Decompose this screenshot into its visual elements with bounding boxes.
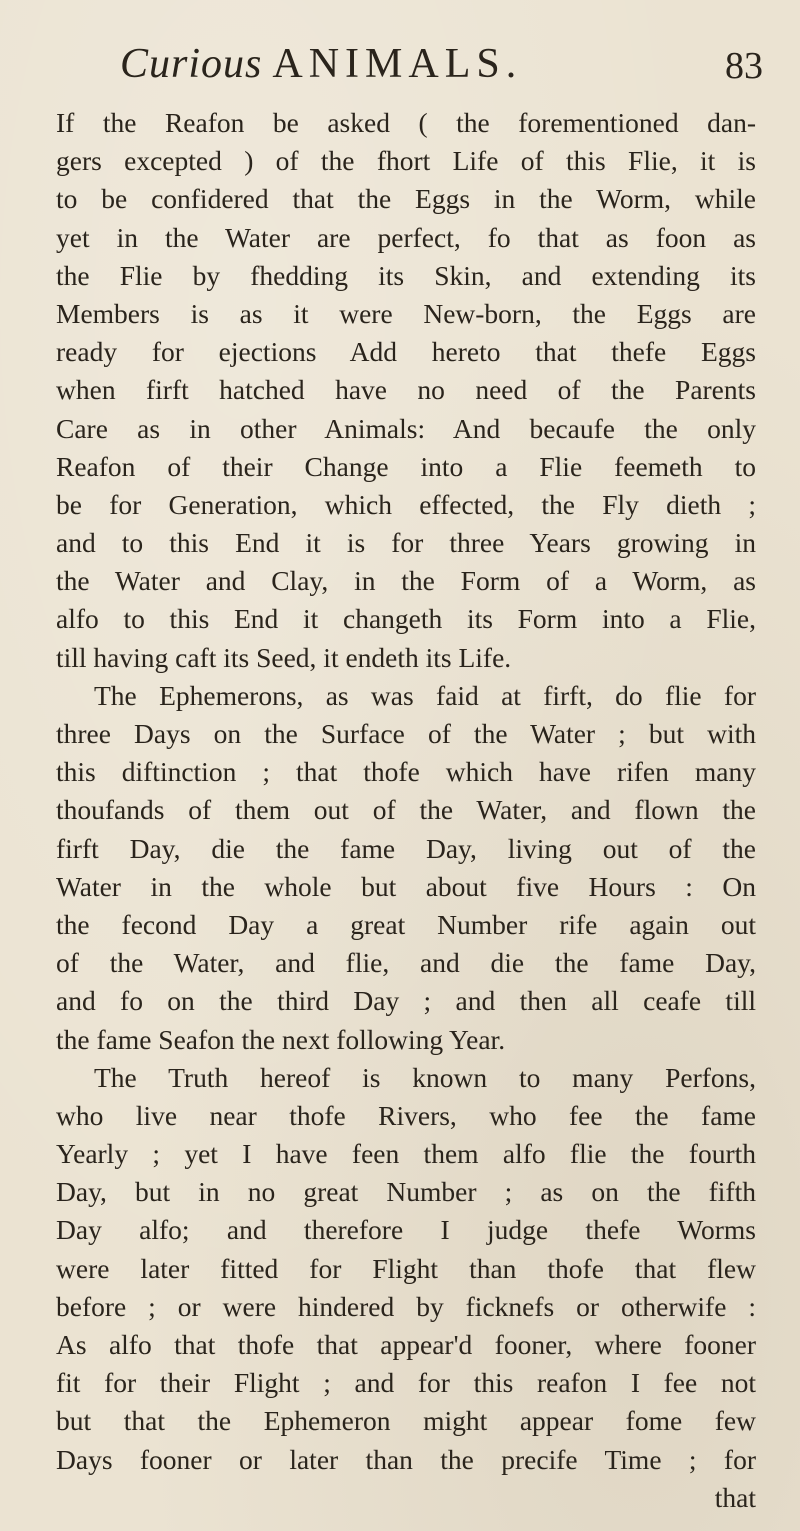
text-line: and to this End it is for three Years growing in	[56, 527, 756, 559]
text-line: the Flie by fhedding its Skin, and extending its	[56, 259, 756, 291]
running-title-italic: Curious	[120, 41, 263, 87]
text-line: Days fooner or later than the precife Time ; for	[56, 1443, 756, 1475]
text-line: If the Reafon be asked ( the forementioned dan-	[56, 107, 756, 138]
text-line: yet in the Water are perfect, fo that as foon as	[56, 221, 756, 253]
text-line: Day alfo; and therefore I judge thefe Worms	[56, 1214, 756, 1246]
text-line: the fame Seafon the next following Year.	[56, 1023, 506, 1055]
text-line: The Ephemerons, as was faid at firft, do flie for	[94, 679, 756, 711]
text-line: Water in the whole but about five Hours : On	[56, 870, 756, 902]
text-line: ready for ejections Add hereto that thefe Eggs	[56, 336, 756, 368]
text-line: firft Day, die the fame Day, living out of the	[56, 832, 756, 864]
text-line: till having caft its Seed, it endeth its Life.	[56, 641, 512, 673]
text-line: but that the Ephemeron might appear fome few	[56, 1405, 756, 1437]
text-line: The Truth hereof is known to many Perfons,	[94, 1061, 756, 1093]
body-text	[56, 104, 756, 1517]
text-line: gers excepted ) of the fhort Life of this Flie, it is	[56, 145, 756, 177]
text-line: Care as in other Animals: And becaufe the only	[56, 412, 756, 444]
text-line: fit for their Flight ; and for this reafon I fee not	[56, 1367, 756, 1399]
text-line: of the Water, and flie, and die the fame Day,	[56, 947, 756, 979]
text-line: Yearly ; yet I have feen them alfo flie the fourth	[56, 1138, 756, 1170]
text-line: before ; or were hindered by ficknefs or otherwife :	[56, 1290, 756, 1322]
text-line: were later fitted for Flight than thofe that flew	[56, 1252, 756, 1284]
text-line: this diftinction ; that thofe which have rifen many	[56, 756, 756, 788]
text-line: Members is as it were New-born, the Eggs are	[56, 297, 756, 329]
text-line: and fo on the third Day ; and then all ceafe till	[56, 985, 756, 1017]
text-line: alfo to this End it changeth its Form into a Flie,	[56, 603, 756, 635]
text-line: the Water and Clay, in the Form of a Worm, as	[56, 565, 756, 597]
text-line: thoufands of them out of the Water, and flown the	[56, 794, 756, 826]
page-number: 83	[725, 45, 763, 87]
text-line: three Days on the Surface of the Water ; but with	[56, 718, 756, 749]
page-header	[0, 40, 800, 100]
text-line: when firft hatched have no need of the Parents	[56, 374, 756, 406]
text-line: As alfo that thofe that appear'd fooner, where fooner	[56, 1329, 756, 1360]
text-line: Day, but in no great Number ; as on the fifth	[56, 1176, 756, 1208]
catchword: that	[714, 1481, 756, 1513]
text-line: the fecond Day a great Number rife again out	[56, 908, 756, 940]
text-line: Reafon of their Change into a Flie feemeth to	[56, 450, 756, 482]
text-line: who live near thofe Rivers, who fee the fame	[56, 1099, 756, 1131]
text-line: to be confidered that the Eggs in the Worm, while	[56, 183, 756, 215]
running-title	[120, 40, 522, 88]
text-line: be for Generation, which effected, the Fly dieth ;	[56, 488, 756, 520]
running-title-caps: ANIMALS.	[272, 41, 523, 87]
